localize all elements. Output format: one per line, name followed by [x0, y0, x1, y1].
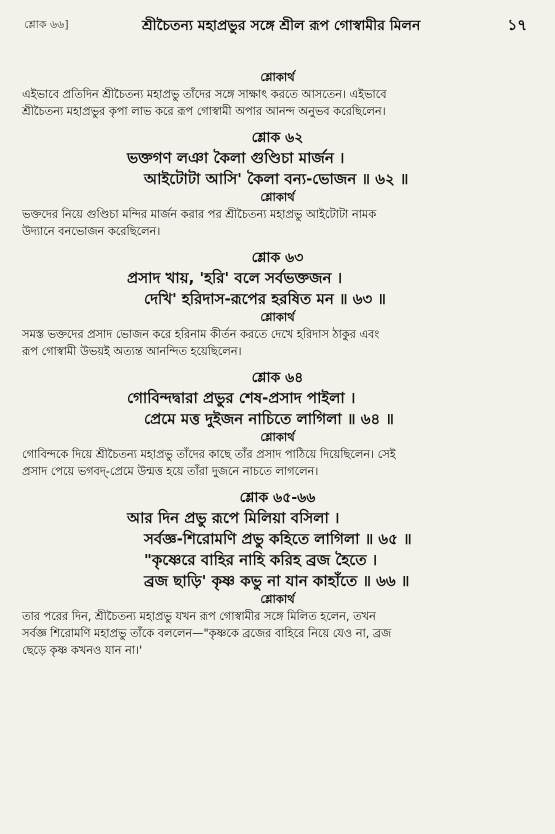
verse-line: গোবিন্দদ্বারা প্রভুর শেষ-প্রসাদ পাইলা ।: [127, 389, 356, 407]
translation-label: শ্লোকার্থ: [260, 430, 295, 444]
translation-line: এইভাবে প্রতিদিন শ্রীচৈতন্য মহাপ্রভু তাঁদের সঙ্গে সাক্ষাৎ করতে আসতেন। এইভাবে: [22, 88, 387, 101]
translation-line: ছেড়ে কৃষ্ণ কখনও যান না।': [22, 644, 143, 657]
translation-label: শ্লোকার্থ: [260, 310, 295, 324]
verse-line: ব্রজ ছাড়ি' কৃষ্ণ কভু না যান কাহাঁতে ॥ ৬৬ ॥: [144, 572, 410, 590]
verse-block-65-66: [22, 488, 533, 659]
verse-block-62: [22, 128, 533, 240]
translation-line: ভক্তদের নিয়ে গুণ্ডিচা মন্দির মার্জন করার পর শ্রীচৈতন্য মহাপ্রভু আইটোটা নামক: [22, 208, 377, 221]
translation-label: শ্লোকার্থ: [260, 190, 295, 204]
translation-label: শ্লোকার্থ: [260, 592, 295, 606]
verse-block-64: [22, 368, 533, 480]
verse-line: প্রসাদ খায়, 'হরি' বলে সর্বভক্তজন ।: [127, 269, 343, 287]
verse-heading: শ্লোক ৬৩: [251, 250, 304, 266]
verse-line: সর্বজ্ঞ-শিরোমণি প্রভু কহিতে লাগিলা ॥ ৬৫ ॥: [144, 530, 412, 548]
translation-text: [22, 326, 533, 360]
translation-line: সমস্ত ভক্তদের প্রসাদ ভোজন করে হরিনাম কীর্তন করতে দেখে হরিদাস ঠাকুর এবং: [22, 328, 380, 341]
translation-text: [22, 446, 533, 480]
verse-line: আইটোটা আসি' কৈলা বন্য-ভোজন ॥ ৬২ ॥: [144, 170, 409, 188]
verse-line: আর দিন প্রভু রূপে মিলিয়া বসিলা ।: [127, 509, 340, 527]
translation-line: প্রসাদ পেয়ে ভগবদ্-প্রেমে উন্মত্ত হয়ে তাঁরা দুজনে নাচতে লাগলেন।: [22, 465, 319, 478]
section-translation-continued: [22, 70, 533, 120]
running-verse-ref: শ্লোক ৬৬]: [24, 18, 69, 31]
verse-heading: শ্লোক ৬২: [251, 130, 304, 146]
verse-line: দেখি' হরিদাস-রূপের হরষিত মন ॥ ৬৩ ॥: [144, 290, 386, 308]
running-header: [22, 12, 533, 38]
verse-heading: শ্লোক ৬৪: [251, 370, 304, 386]
translation-text: [22, 86, 533, 120]
translation-line: উদ্যানে বনভোজন করেছিলেন।: [22, 225, 161, 238]
page-number: ১৭: [507, 16, 527, 34]
translation-line: শ্রীচৈতন্য মহাপ্রভুর কৃপা লাভ করে রূপ গোস্বামী অপার আনন্দ অনুভব করেছিলেন।: [22, 105, 386, 118]
verse-heading: শ্লোক ৬৫-৬৬: [239, 490, 316, 506]
translation-text: [22, 608, 533, 659]
verse-line: প্রেমে মত্ত দুইজন নাচিতে লাগিলা ॥ ৬৪ ॥: [144, 410, 394, 428]
translation-line: রূপ গোস্বামী উভয়ই অত্যন্ত আনন্দিত হয়েছিলেন।: [22, 345, 242, 358]
verse-block-63: [22, 248, 533, 360]
translation-line: তার পরের দিন, শ্রীচৈতন্য মহাপ্রভু যখন রূপ গোস্বামীর সঙ্গে মিলিত হলেন, তখন: [22, 610, 376, 623]
running-title: শ্রীচৈতন্য মহাপ্রভুর সঙ্গে শ্রীল রূপ গোস্বামীর মিলন: [142, 18, 421, 34]
verse-line: ভক্তগণ লঞা কৈলা গুণ্ডিচা মার্জন ।: [127, 149, 345, 167]
translation-line: সর্বজ্ঞ শিরোমণি মহাপ্রভু তাঁকে বললেন—"কৃষ্ণকে ব্রজের বাহিরে নিয়ে যেও না, ব্রজ: [22, 627, 392, 640]
translation-line: গোবিন্দকে দিয়ে শ্রীচৈতন্য মহাপ্রভু তাঁদের কাছে তাঁর প্রসাদ পাঠিয়ে দিয়েছিলেন। সেই: [22, 448, 396, 461]
translation-text: [22, 206, 533, 240]
page-body: [22, 70, 533, 662]
translation-label: শ্লোকার্থ: [260, 70, 295, 84]
verse-line: "কৃষ্ণেরে বাহির নাহি করিহ ব্রজ হৈতে ।: [144, 551, 378, 569]
